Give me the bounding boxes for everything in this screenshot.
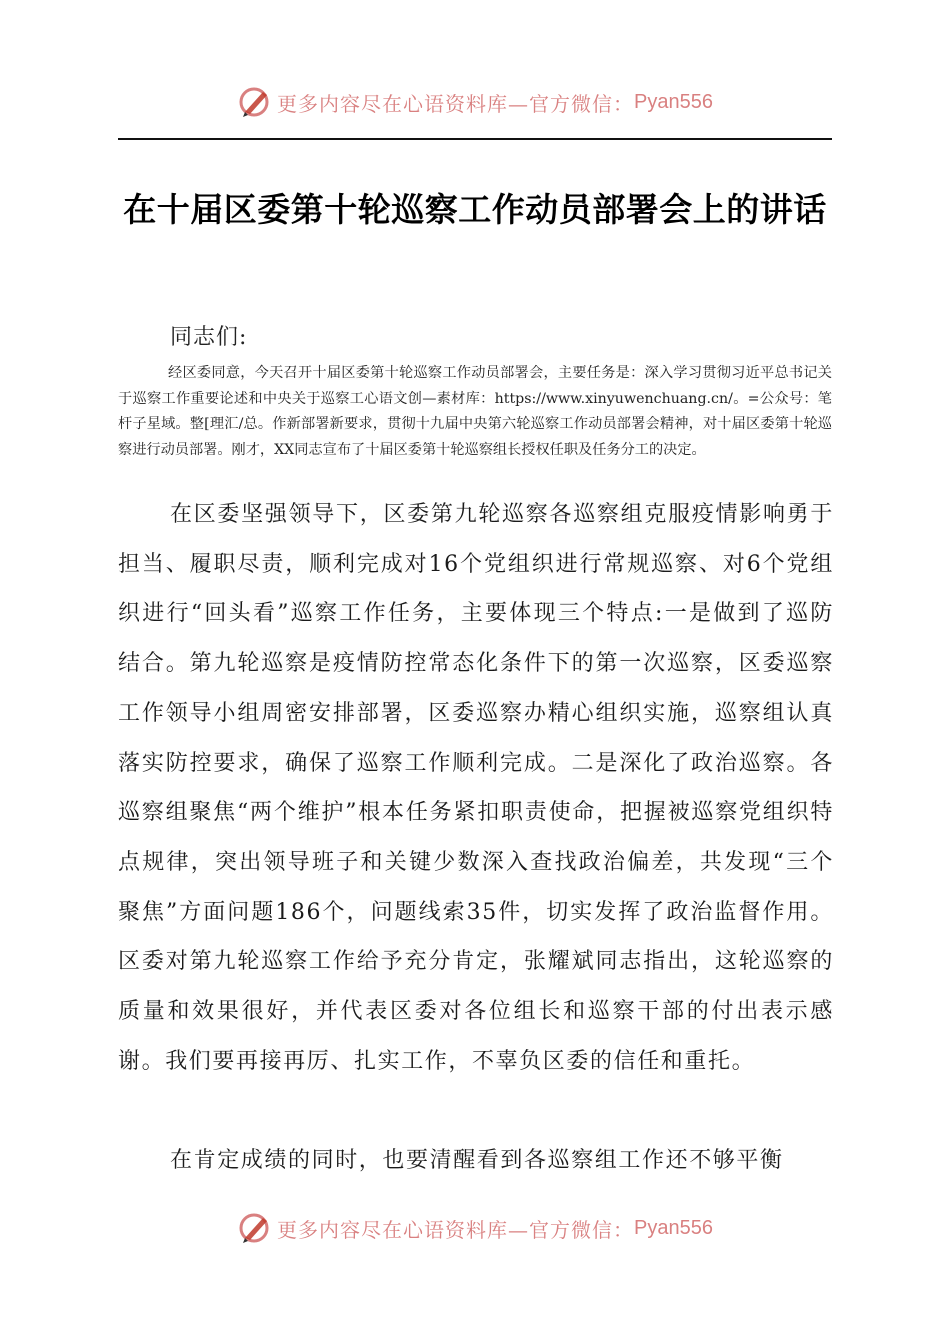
banner-wechat-id: Pyan556 [634, 90, 713, 113]
footer-banner-text: 更多内容尽在心语资料库—官方微信： [277, 1217, 635, 1242]
pen-circle-logo-icon [237, 84, 273, 120]
body-paragraph-2: 在肯定成绩的同时，也要清醒看到各巡察组工作还不够平衡 [170, 1148, 784, 1173]
footer-banner-wechat-id: Pyan556 [634, 1216, 713, 1239]
greeting: 同志们: [170, 325, 248, 350]
document-title: 在十届区委第十轮巡察工作动员部署会上的讲话 [123, 190, 827, 229]
footer-banner [0, 1208, 950, 1248]
body-paragraph-1: 在区委坚强领导下，区委第九轮巡察各巡察组克服疫情影响勇于担当、履职尽责，顺利完成对16个党组织进行常规巡察、对6个党组织进行“回头看”巡察工作任务，主要体现三个特点:一是做到了巡防结合。第九轮巡察是疫情防控常态化条件下的第一次巡察，区委巡察工作领导小组周密安排部署，区委巡察办精心组织实施，巡察组认真落实防控要求，确保了巡察工作顺利完成。二是深化了政治巡察。各巡察组聚焦“两个维护”根本任务紧扣职责使命，把握被巡察党组织特点规律，突出领导班子和关键少数深入查找政治偏差，共发现“三个聚焦”方面问题186个，问题线索35件，切实发挥了政治监督作用。区委对第九轮巡察工作给予充分肯定，张耀斌同志指出，这轮巡察的质量和效果很好，并代表区委对各位组长和巡察干部的付出表示感谢。我们要再接再厉、扎实工作，不辜负区委的信任和重托。 [118, 502, 834, 1074]
header-banner [0, 82, 950, 122]
intro-paragraph: 经区委同意，今天召开十届区委第十轮巡察工作动员部署会，主要任务是：深入学习贯彻习近平总书记关于巡察工作重要论述和中央关于巡察工心语文创—素材库：https://www.xinyuwenchuang.cn/。=公众号：笔杆子星域。整[理汇/总。作新部署新要求，贯彻十九届中央第六轮巡察工作动员部署会精神，对十届区委第十轮巡察进行动员部署。刚才，XX同志宣布了十届区委第十轮巡察组长授权任职及任务分工的决定。 [118, 365, 832, 458]
pen-circle-logo-icon [237, 1210, 273, 1246]
header-divider [118, 138, 832, 140]
banner-text: 更多内容尽在心语资料库—官方微信： [277, 91, 635, 116]
